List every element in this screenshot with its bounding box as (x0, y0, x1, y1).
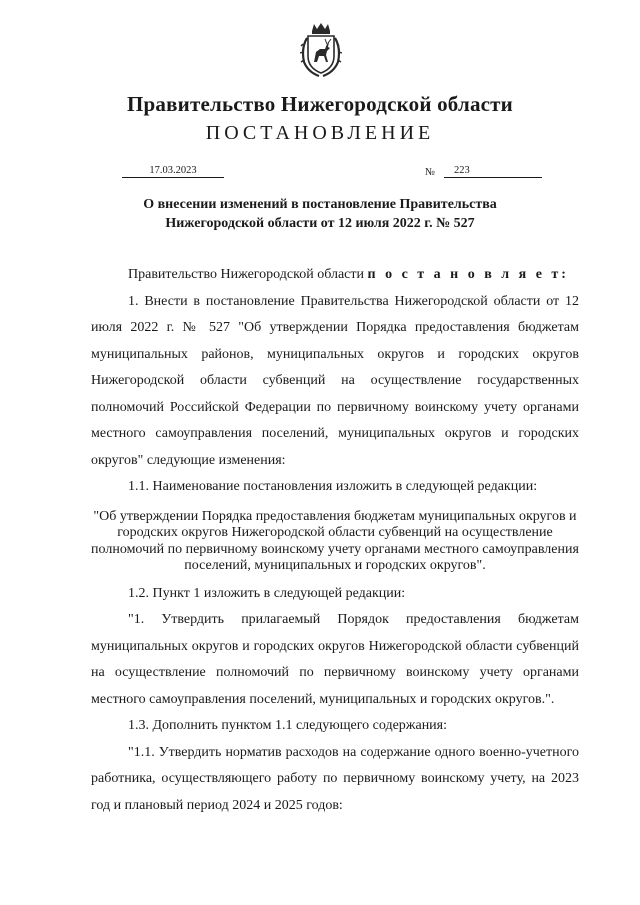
number-label: № (425, 167, 436, 178)
paragraph-1-1: 1.1. Наименование постановления изложить в следующей редакции: (128, 479, 538, 494)
government-title: Правительство Нижегородской области (127, 92, 513, 116)
subject-line-1: О внесении изменений в постановление Правительства (143, 197, 497, 212)
subject-line-2: Нижегородской области от 12 июля 2022 г. № 527 (165, 216, 475, 231)
paragraph-1-2: 1.2. Пункт 1 изложить в следующей редакции: (128, 585, 406, 601)
intro-resolve: п о с т а н о в л я е т: (367, 267, 569, 282)
document-subject (120, 195, 520, 233)
intro-prefix: Правительство Нижегородской области (128, 267, 364, 282)
paragraph-1-3: 1.3. Дополнить пунктом 1.1 следующего содержания: (128, 718, 448, 733)
paragraph-1: 1. Внести в постановление Правительства Нижегородской области от 12 июля 2022 г. № 527 "Об утверждении Порядка предоставления бюджетам муниципальных районов, муниципальных округов и городских округов Нижегородской области субвенций на осуществление государственных полномочий Российской Федерации по первичному воинскому учету органами местного самоуправления поселений, муниципальных округов и городских округов" следующие изменения: (91, 293, 579, 468)
quote-2: "1. Утвердить прилагаемый Порядок предоставления бюджетам муниципальных округов и городских округов Нижегородской области субвенций на осуществление полномочий по первичному воинскому учету органами местного самоуправления поселений, муниципальных и городских округов.". (91, 612, 579, 707)
document-date: 17.03.2023 (122, 164, 224, 178)
document-type: ПОСТАНОВЛЕНИЕ (205, 122, 435, 144)
quote-1: "Об утверждении Порядка предоставления бюджетам муниципальных округов и городских округов Нижегородской области субвенций на осуществление полномочий по первичному воинскому учету органами местного самоуправления поселений, муниципальных и городских округов". (91, 508, 579, 573)
document-number: 223 (444, 164, 542, 178)
document-body (91, 262, 579, 819)
intro-paragraph (91, 262, 579, 289)
quote-3: "1.1. Утвердить норматив расходов на содержание одного военно-учетного работника, осуществляющего работу по первичному воинскому учету, на 2023 год и плановый период 2024 и 2025 годов: (91, 744, 579, 813)
coat-of-arms-icon (300, 22, 342, 78)
